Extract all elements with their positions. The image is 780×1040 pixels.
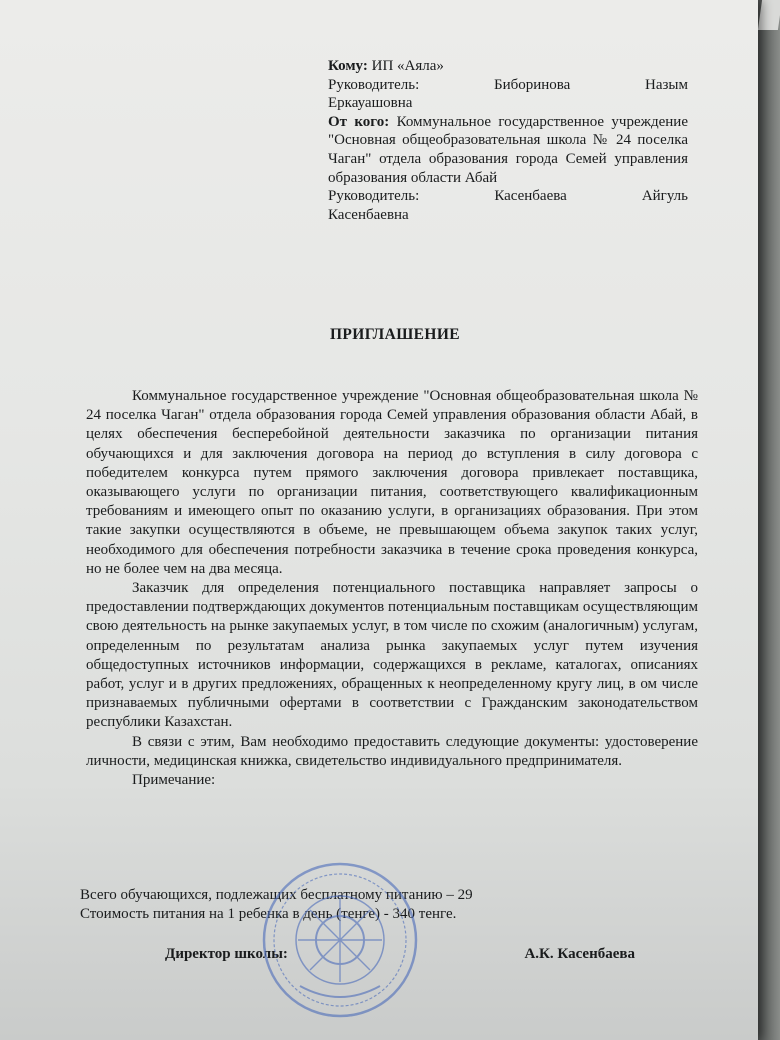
official-seal-stamp [258, 858, 423, 1023]
note-label: Примечание: [132, 772, 216, 789]
head1-surname: Биборинова [493, 76, 571, 93]
from-label: От кого: [328, 113, 390, 130]
from-line [328, 113, 688, 187]
head1-line [328, 76, 688, 95]
head1-label: Руководитель: [328, 76, 420, 93]
document-title: ПРИГЛАШЕНИЕ [329, 326, 461, 343]
head2-patronymic: Касенбаевна [328, 206, 409, 223]
head1-patronymic: Еркауашовна [328, 95, 413, 112]
body-paragraph-2: Заказчик для определения потенциального поставщика направляет запросы о предоставлении подтверждающих документов потенциальным поставщикам осуществляющим свою деятельность на рынке закупаемых услуг, в том числе по схожим (аналогичным) услугам, определенным по результатам анализа рынка закупаемых услуг путем изучения общедоступных источников информации, содержащихся в рекламе, каталогах, описаниях работ, услуг и в других предложениях, обращенных к неопределенному кругу лиц, в ом числе признаваемых публичными офертами в соответствии с Гражданским законодательством республики Казахстан. [86, 580, 698, 731]
head1-name: Назым [644, 76, 688, 93]
head2-name: Айгуль [641, 188, 688, 205]
body-paragraph-1: Коммунальное государственное учреждение "Основная общеобразовательная школа № 24 поселка Чаган" отдела образования города Семей управления образования области Абай, в целях обеспечения бесперебойной деятельности заказчика по организации питания обучающихся и для заключения договора на период до вступления в силу договора с победителем конкурса путем прямого заключения договора привлекает поставщика, оказывающего услуги по организации питания, соответствующего квалификационным требованиям и имеющего опыт по оказанию услуги, в организациях образования. При этом такие закупки осуществляются в объеме, не превышающем объема закупок таких услуг, необходимого для обеспечения потребности заказчика в течение срока проведения конкурса, но не более чем на два месяца. [86, 388, 698, 577]
head2-surname: Касенбаева [494, 188, 567, 205]
body-paragraph-3: В связи с этим, Вам необходимо предоставить следующие документы: удостоверение личности, медицинская книжка, свидетельство индивидуального предпринимателя. [86, 733, 698, 769]
to-line [328, 57, 688, 76]
signer-title: Директор школы: [165, 946, 288, 962]
signer-name: А.К. Касенбаева [524, 946, 635, 962]
to-label: Кому: [328, 58, 368, 74]
head2-line [328, 187, 688, 206]
paper-corner [758, 0, 780, 30]
meal-cost-line: Стоимость питания на 1 ребенка в день (тенге) - 340 тенге. [80, 906, 457, 923]
document-body [86, 387, 698, 790]
head2-label: Руководитель: [328, 188, 420, 205]
to-value: ИП «Аяла» [371, 58, 444, 74]
from-value: Коммунальное государственное учреждение "Основная общеобразовательная школа № 24 поселка Чаган" отдела образования города Семей управления образования области Абай [328, 113, 688, 186]
addressee-block [328, 57, 688, 224]
students-count-line: Всего обучающихся, подлежащих бесплатному питанию – 29 [80, 887, 473, 903]
